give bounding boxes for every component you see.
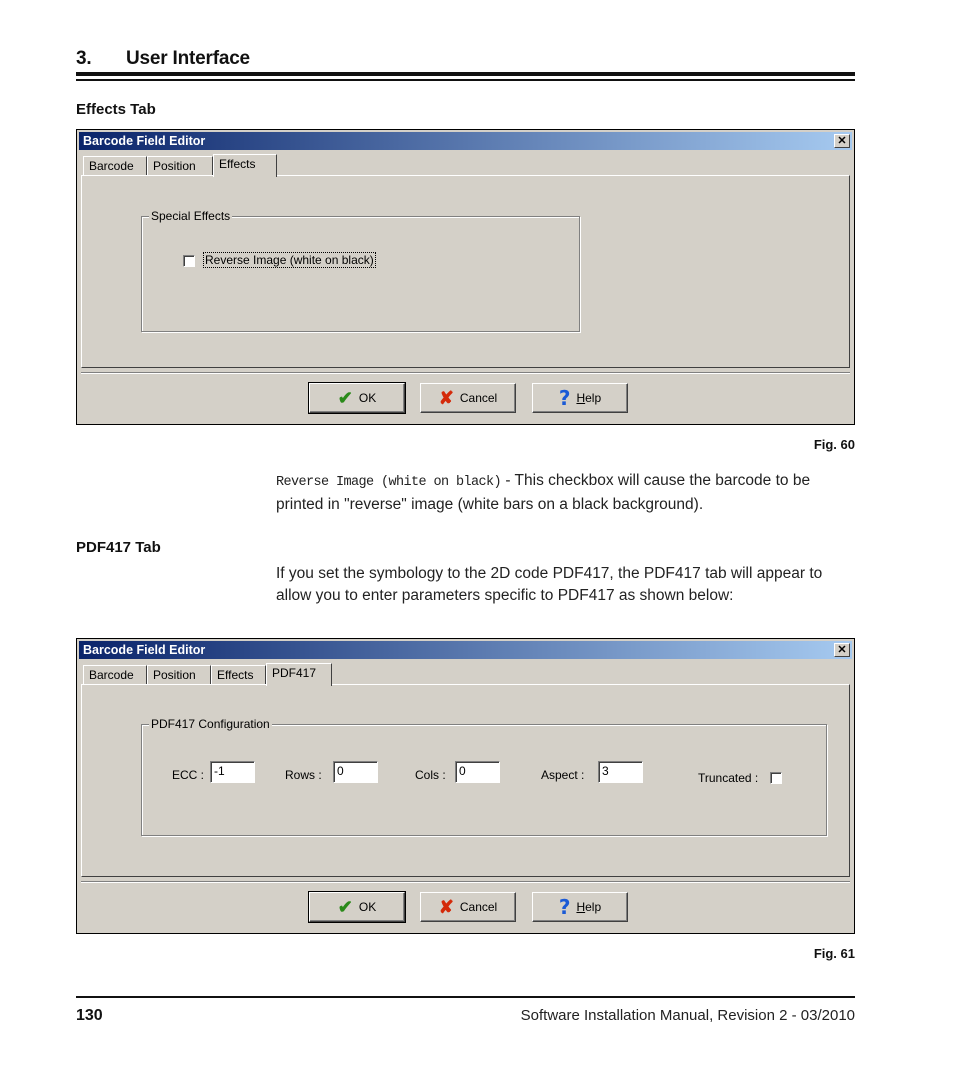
barcode-field-editor-dialog-effects (76, 129, 855, 425)
reverse-image-label[interactable]: Reverse Image (white on black) (205, 253, 374, 267)
ecc-label: ECC : (172, 768, 205, 782)
ok-label: OK (358, 900, 377, 914)
tab-effects[interactable]: Effects (211, 665, 266, 685)
tab-strip (81, 154, 850, 176)
close-icon: ✕ (837, 644, 847, 656)
button-bar (81, 372, 850, 419)
section-heading-effects: Effects Tab (76, 101, 156, 118)
header-rule-thick (76, 72, 855, 76)
cancel-button[interactable] (420, 383, 516, 413)
footer-rule (76, 996, 855, 998)
cols-input[interactable]: 0 (455, 761, 500, 783)
cols-label: Cols : (415, 768, 446, 782)
section-heading-pdf417: PDF417 Tab (76, 539, 161, 556)
question-icon: ? (558, 895, 571, 919)
tab-barcode[interactable]: Barcode (83, 156, 147, 176)
close-button[interactable] (834, 134, 850, 148)
aspect-input[interactable]: 3 (598, 761, 643, 783)
button-bar (81, 881, 850, 928)
cancel-label: Cancel (459, 900, 498, 914)
close-icon: ✕ (837, 135, 847, 147)
reverse-image-description: Reverse Image (white on black) - This checkbox will cause the barcode to be printed in "reverse" image (white bars on a black background). (276, 472, 811, 513)
footer-text: Software Installation Manual, Revision 2 - 03/2010 (520, 1007, 855, 1024)
help-label: Help (576, 391, 602, 405)
ok-label: OK (358, 391, 377, 405)
chapter-title: User Interface (126, 48, 250, 69)
figure-label-60: Fig. 60 (813, 437, 855, 452)
chapter-heading (76, 48, 250, 70)
cross-icon: ✘ (438, 897, 454, 917)
group-label: PDF417 Configuration (151, 717, 270, 731)
truncated-label: Truncated : (698, 771, 759, 785)
checkmark-icon: ✔ (337, 897, 353, 917)
tab-barcode[interactable]: Barcode (83, 665, 147, 685)
chapter-number: 3. (76, 48, 92, 69)
reverse-image-checkbox[interactable] (183, 255, 195, 267)
help-button[interactable] (532, 383, 628, 413)
title-bar (79, 132, 852, 150)
cross-icon: ✘ (438, 388, 454, 408)
ok-button[interactable] (309, 892, 405, 922)
help-label: Help (576, 900, 602, 914)
help-button[interactable] (532, 892, 628, 922)
rows-input[interactable]: 0 (333, 761, 378, 783)
tab-strip (81, 663, 850, 685)
tab-effects[interactable]: Effects (213, 154, 277, 177)
pdf417-description: If you set the symbology to the 2D code PDF417, the PDF417 tab will appear to allow you to enter parameters specific to PDF417 as shown below: (276, 565, 823, 604)
ecc-input[interactable]: -1 (210, 761, 255, 783)
dialog-title: Barcode Field Editor (83, 134, 206, 148)
truncated-checkbox[interactable] (770, 772, 782, 784)
close-button[interactable] (834, 643, 850, 657)
cancel-label: Cancel (459, 391, 498, 405)
tab-position[interactable]: Position (147, 665, 211, 685)
title-bar (79, 641, 852, 659)
effects-panel (81, 175, 850, 368)
figure-label-61: Fig. 61 (813, 946, 855, 961)
pdf417-panel (81, 684, 850, 877)
code-reverse-image: Reverse Image (white on black) (276, 475, 502, 490)
tab-pdf417[interactable]: PDF417 (266, 663, 332, 686)
tab-position[interactable]: Position (147, 156, 213, 176)
group-label: Special Effects (151, 209, 231, 223)
rows-label: Rows : (285, 768, 322, 782)
special-effects-group (141, 216, 580, 332)
checkmark-icon: ✔ (337, 388, 353, 408)
dialog-title: Barcode Field Editor (83, 643, 206, 657)
page-number: 130 (76, 1007, 103, 1024)
barcode-field-editor-dialog-pdf417 (76, 638, 855, 934)
question-icon: ? (558, 386, 571, 410)
ok-button[interactable] (309, 383, 405, 413)
header-rule-thin (76, 79, 855, 81)
cancel-button[interactable] (420, 892, 516, 922)
aspect-label: Aspect : (541, 768, 585, 782)
